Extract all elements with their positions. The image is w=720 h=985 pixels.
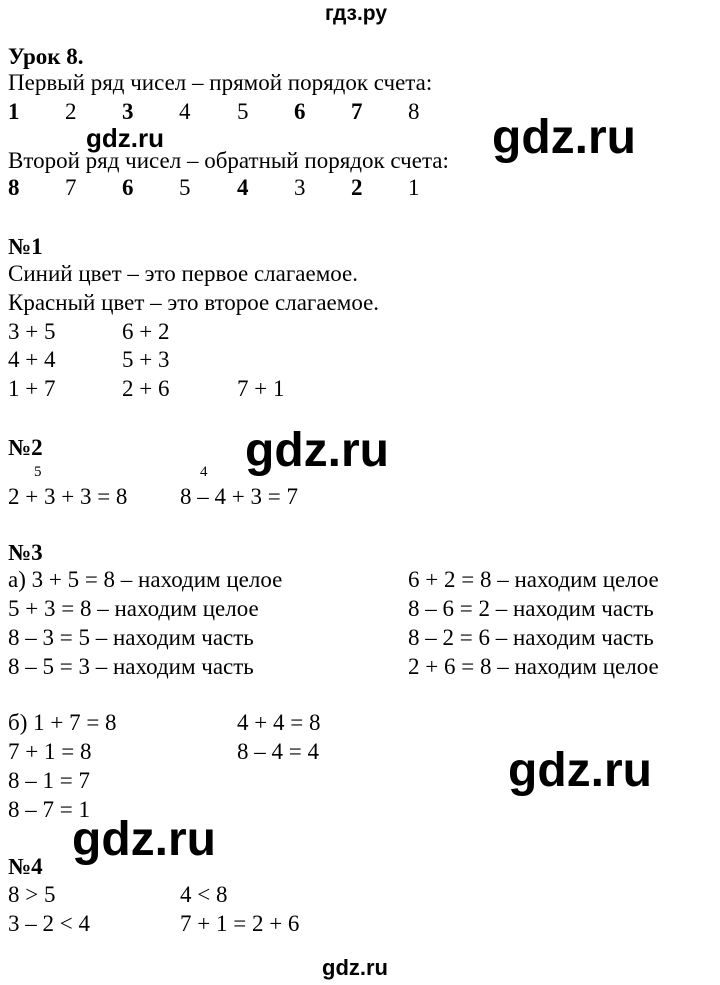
- task3-line: 6 + 2 = 8 – находим целое: [408, 567, 659, 592]
- task1-expression: 7 + 1: [237, 376, 285, 401]
- task1-expression: 1 + 7: [8, 376, 56, 401]
- task3-b-line: 8 – 4 = 4: [237, 739, 319, 764]
- task3-title: №3: [8, 540, 43, 565]
- task4-comparison: 3 – 2 < 4: [8, 911, 90, 936]
- row1-number: 6: [294, 99, 306, 124]
- row1-number: 1: [8, 99, 20, 124]
- task3-line: 8 – 2 = 6 – находим часть: [408, 625, 654, 650]
- task1-line: Синий цвет – это первое слагаемое.: [8, 261, 358, 286]
- task4-comparison: 7 + 1 = 2 + 6: [180, 911, 300, 936]
- footer-site-label: gdz.ru: [322, 955, 388, 980]
- task3-b-line: 8 – 1 = 7: [8, 768, 90, 793]
- task3-b-line: 7 + 1 = 8: [8, 739, 92, 764]
- task1-expression: 2 + 6: [122, 376, 170, 401]
- task4-title: №4: [8, 854, 43, 879]
- watermark: gdz.ru: [508, 744, 652, 797]
- task1-expression: 6 + 2: [122, 319, 170, 344]
- task4-comparison: 4 < 8: [180, 882, 228, 907]
- row1-number: 8: [408, 99, 420, 124]
- task3-line: 8 – 5 = 3 – находим часть: [8, 654, 254, 679]
- watermark: gdz.ru: [72, 813, 216, 866]
- row1-number: 2: [65, 99, 77, 124]
- task3-line: 2 + 6 = 8 – находим целое: [408, 654, 659, 679]
- task2-superscript: 5: [34, 464, 42, 480]
- task3-line: 5 + 3 = 8 – находим целое: [8, 596, 259, 621]
- row2-number: 8: [8, 175, 20, 200]
- watermark: gdz.ru: [245, 424, 389, 477]
- row1-number: 5: [237, 99, 249, 124]
- header-site-label: гдз.ру: [325, 2, 388, 25]
- task3-b-line: 8 – 7 = 1: [8, 797, 90, 822]
- task4-comparison: 8 > 5: [8, 882, 56, 907]
- watermark: gdz.ru: [86, 123, 164, 153]
- row1-label: Первый ряд чисел – прямой порядок счета:: [8, 70, 433, 95]
- task3-b-line: 4 + 4 = 8: [237, 710, 321, 735]
- task3-line: а) 3 + 5 = 8 – находим целое: [8, 567, 283, 592]
- row1-number: 4: [179, 99, 191, 124]
- lesson-title: Урок 8.: [8, 44, 84, 69]
- task2-superscript: 4: [200, 464, 208, 480]
- task3-b-line: б) 1 + 7 = 8: [8, 710, 117, 735]
- task1-line: Красный цвет – это второе слагаемое.: [8, 290, 380, 315]
- row2-number: 3: [294, 175, 306, 200]
- row2-number: 2: [351, 175, 363, 200]
- row2-number: 1: [408, 175, 420, 200]
- row2-number: 6: [122, 175, 134, 200]
- row2-label: Второй ряд чисел – обратный порядок счета:: [8, 148, 449, 173]
- row2-number: 4: [237, 175, 249, 200]
- task3-line: 8 – 3 = 5 – находим часть: [8, 625, 254, 650]
- row1-number: 7: [351, 99, 363, 124]
- task1-expression: 3 + 5: [8, 319, 56, 344]
- task3-line: 8 – 6 = 2 – находим часть: [408, 596, 654, 621]
- row2-number: 5: [179, 175, 191, 200]
- row1-number: 3: [122, 99, 134, 124]
- watermark: gdz.ru: [492, 111, 636, 164]
- task2-equation: 2 + 3 + 3 = 8: [8, 484, 128, 509]
- task2-title: №2: [8, 435, 43, 460]
- task1-expression: 4 + 4: [8, 347, 56, 372]
- task2-equation: 8 – 4 + 3 = 7: [180, 484, 298, 509]
- task1-expression: 5 + 3: [122, 347, 170, 372]
- row2-number: 7: [65, 175, 77, 200]
- task1-title: №1: [8, 234, 43, 259]
